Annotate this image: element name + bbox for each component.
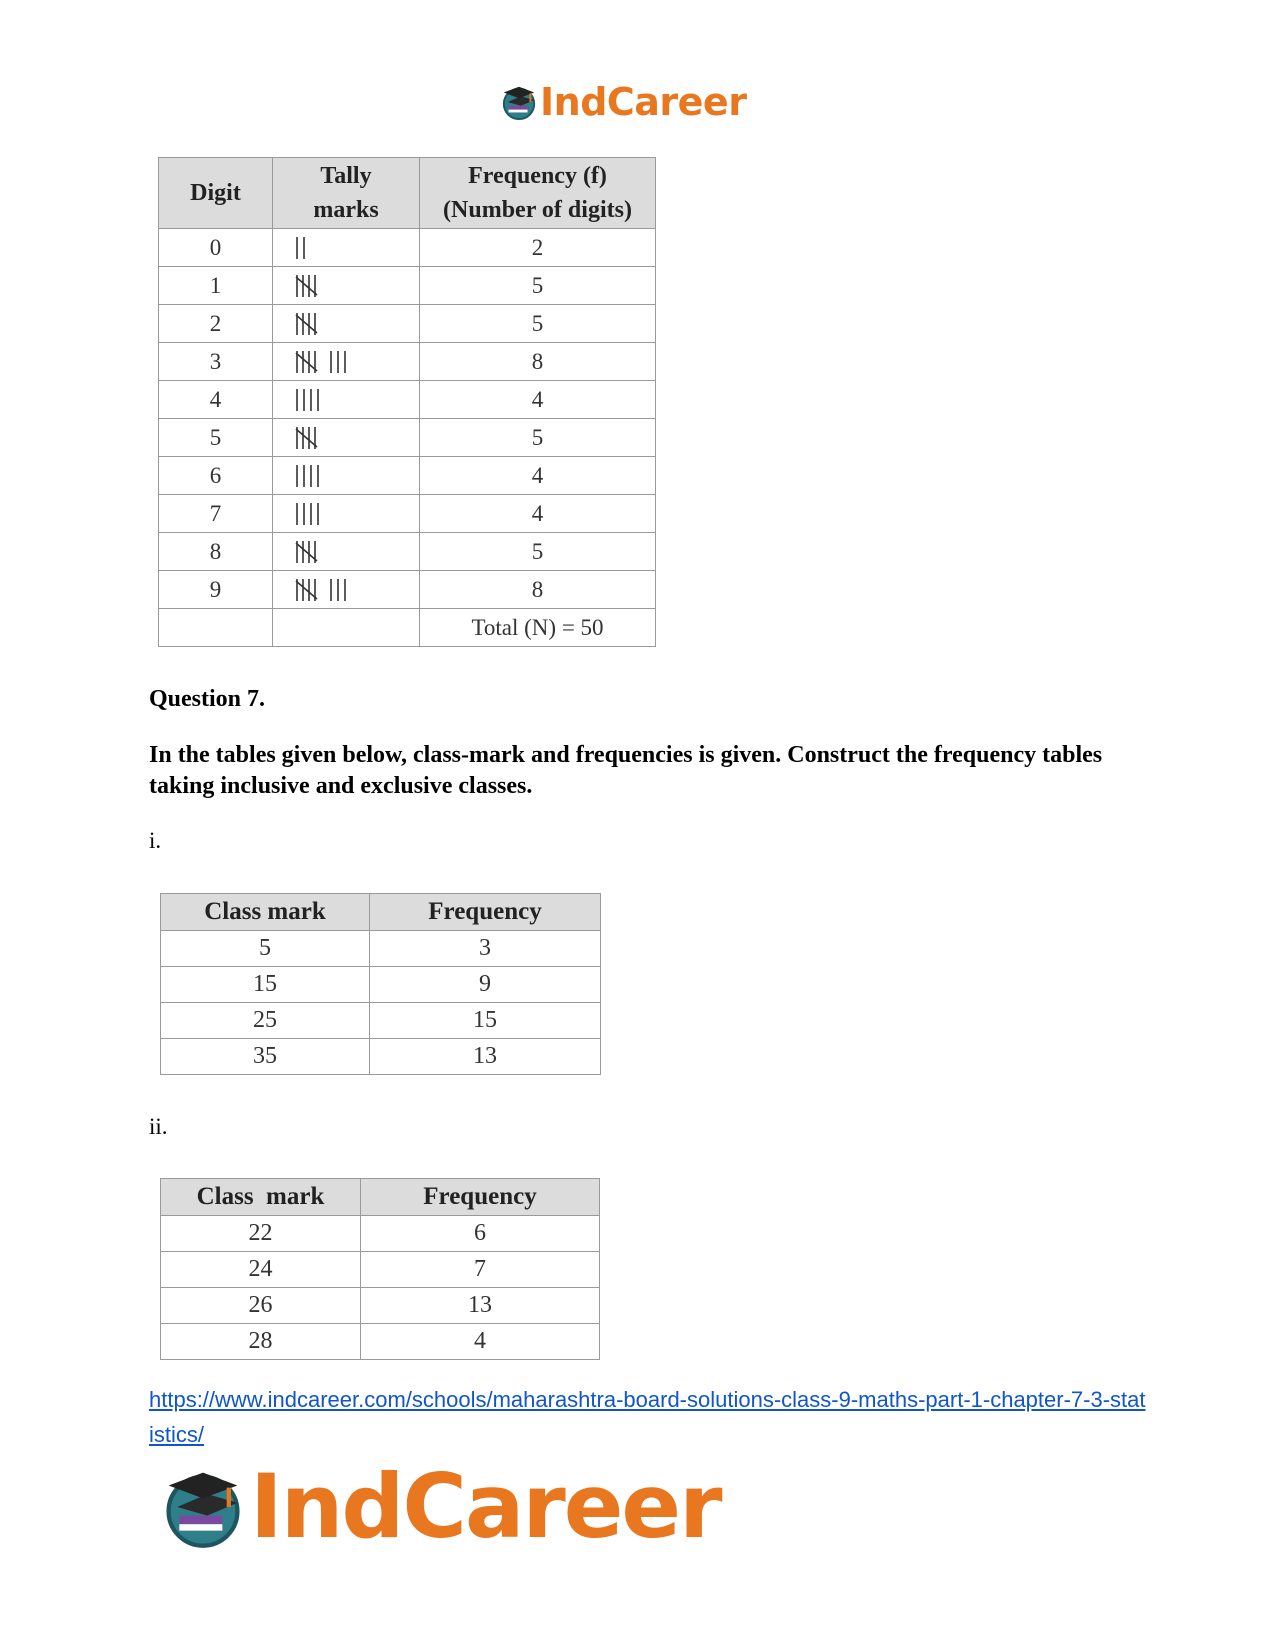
- tally-marks-icon: [295, 310, 335, 338]
- class-mark-cell: 24: [161, 1252, 361, 1288]
- frequency-cell: 5: [420, 267, 656, 305]
- table-header-row: [159, 158, 656, 229]
- table-row: [161, 931, 601, 967]
- tally-cell: [273, 419, 420, 457]
- frequency-cell: 3: [370, 931, 601, 967]
- tally-cell: [273, 229, 420, 267]
- column-header-class-mark: Class mark: [161, 894, 370, 931]
- table-header-row: [161, 1179, 600, 1216]
- footer-logo-text: IndCareer: [250, 1455, 721, 1558]
- tally-marks-icon: [295, 500, 329, 528]
- frequency-cell: 6: [361, 1216, 600, 1252]
- frequency-cell: 5: [420, 533, 656, 571]
- tally-cell: [273, 267, 420, 305]
- tally-marks-icon: [295, 576, 356, 604]
- column-header-tally: Tally marks: [273, 158, 420, 229]
- tally-cell: [273, 305, 420, 343]
- digit-cell: 3: [159, 343, 273, 381]
- frequency-cell: 5: [420, 305, 656, 343]
- table-row: [159, 343, 656, 381]
- graduation-cap-globe-icon: [500, 83, 538, 121]
- class-mark-cell: 5: [161, 931, 370, 967]
- table-row: [161, 1003, 601, 1039]
- table-row: [159, 571, 656, 609]
- tally-cell: [273, 495, 420, 533]
- header-logo: [500, 80, 746, 124]
- tally-cell: [273, 343, 420, 381]
- table-header-row: [161, 894, 601, 931]
- class-mark-table-ii: [160, 1178, 600, 1360]
- table-row: [159, 457, 656, 495]
- total-cell: Total (N) = 50: [420, 609, 656, 647]
- part-i-label: i.: [149, 828, 162, 853]
- frequency-cell: 4: [420, 495, 656, 533]
- table-row: [161, 1039, 601, 1075]
- frequency-cell: 2: [420, 229, 656, 267]
- frequency-cell: 4: [361, 1324, 600, 1360]
- class-mark-cell: 15: [161, 967, 370, 1003]
- digit-cell: 5: [159, 419, 273, 457]
- digit-cell: 6: [159, 457, 273, 495]
- table-row: [161, 967, 601, 1003]
- graduation-cap-globe-icon: [160, 1464, 246, 1550]
- frequency-cell: 8: [420, 343, 656, 381]
- column-header-frequency: Frequency (f) (Number of digits): [420, 158, 656, 229]
- class-mark-cell: 25: [161, 1003, 370, 1039]
- class-mark-cell: 26: [161, 1288, 361, 1324]
- class-mark-cell: 28: [161, 1324, 361, 1360]
- frequency-cell: 7: [361, 1252, 600, 1288]
- digit-cell: 4: [159, 381, 273, 419]
- empty-cell: [159, 609, 273, 647]
- total-row: [159, 609, 656, 647]
- question-text: In the tables given below, class-mark and frequencies is given. Construct the frequency tables taking inclusive and exclusive classes.: [149, 742, 1103, 799]
- footer-logo: [160, 1455, 721, 1558]
- solution-link[interactable]: https://www.indcareer.com/schools/maharashtra-board-solutions-class-9-maths-part-1-chapter-7-3-statistics/: [149, 1387, 1146, 1447]
- column-header-class-mark: Class mark: [161, 1179, 361, 1216]
- class-mark-cell: 22: [161, 1216, 361, 1252]
- tally-marks-icon: [295, 538, 335, 566]
- frequency-cell: 4: [420, 457, 656, 495]
- tally-cell: [273, 533, 420, 571]
- tally-marks-icon: [295, 272, 335, 300]
- digit-cell: 9: [159, 571, 273, 609]
- tally-marks-icon: [295, 462, 329, 490]
- frequency-cell: 4: [420, 381, 656, 419]
- table-row: [161, 1324, 600, 1360]
- table-row: [159, 495, 656, 533]
- digit-cell: 8: [159, 533, 273, 571]
- digit-cell: 2: [159, 305, 273, 343]
- tally-cell: [273, 457, 420, 495]
- table-row: [159, 305, 656, 343]
- column-header-digit: Digit: [159, 158, 273, 229]
- tally-cell: [273, 381, 420, 419]
- table-row: [159, 533, 656, 571]
- part-ii-label: ii.: [149, 1114, 168, 1139]
- tally-marks-icon: [295, 386, 329, 414]
- empty-cell: [273, 609, 420, 647]
- digit-cell: 1: [159, 267, 273, 305]
- table-row: [159, 419, 656, 457]
- tally-marks-icon: [295, 424, 335, 452]
- frequency-cell: 13: [361, 1288, 600, 1324]
- table-row: [161, 1252, 600, 1288]
- frequency-cell: 8: [420, 571, 656, 609]
- table-row: [161, 1216, 600, 1252]
- tally-marks-icon: [295, 234, 315, 262]
- header-logo-text: IndCareer: [540, 80, 747, 124]
- class-mark-table-i: [160, 893, 601, 1075]
- frequency-cell: 13: [370, 1039, 601, 1075]
- table-row: [159, 229, 656, 267]
- tally-marks-icon: [295, 348, 356, 376]
- digit-cell: 0: [159, 229, 273, 267]
- tally-cell: [273, 571, 420, 609]
- table-row: [159, 267, 656, 305]
- digit-cell: 7: [159, 495, 273, 533]
- frequency-cell: 5: [420, 419, 656, 457]
- class-mark-cell: 35: [161, 1039, 370, 1075]
- question-title: Question 7.: [149, 686, 266, 712]
- frequency-cell: 15: [370, 1003, 601, 1039]
- column-header-frequency: Frequency: [370, 894, 601, 931]
- tally-table: [158, 157, 656, 647]
- table-row: [161, 1288, 600, 1324]
- frequency-cell: 9: [370, 967, 601, 1003]
- column-header-frequency: Frequency: [361, 1179, 600, 1216]
- table-row: [159, 381, 656, 419]
